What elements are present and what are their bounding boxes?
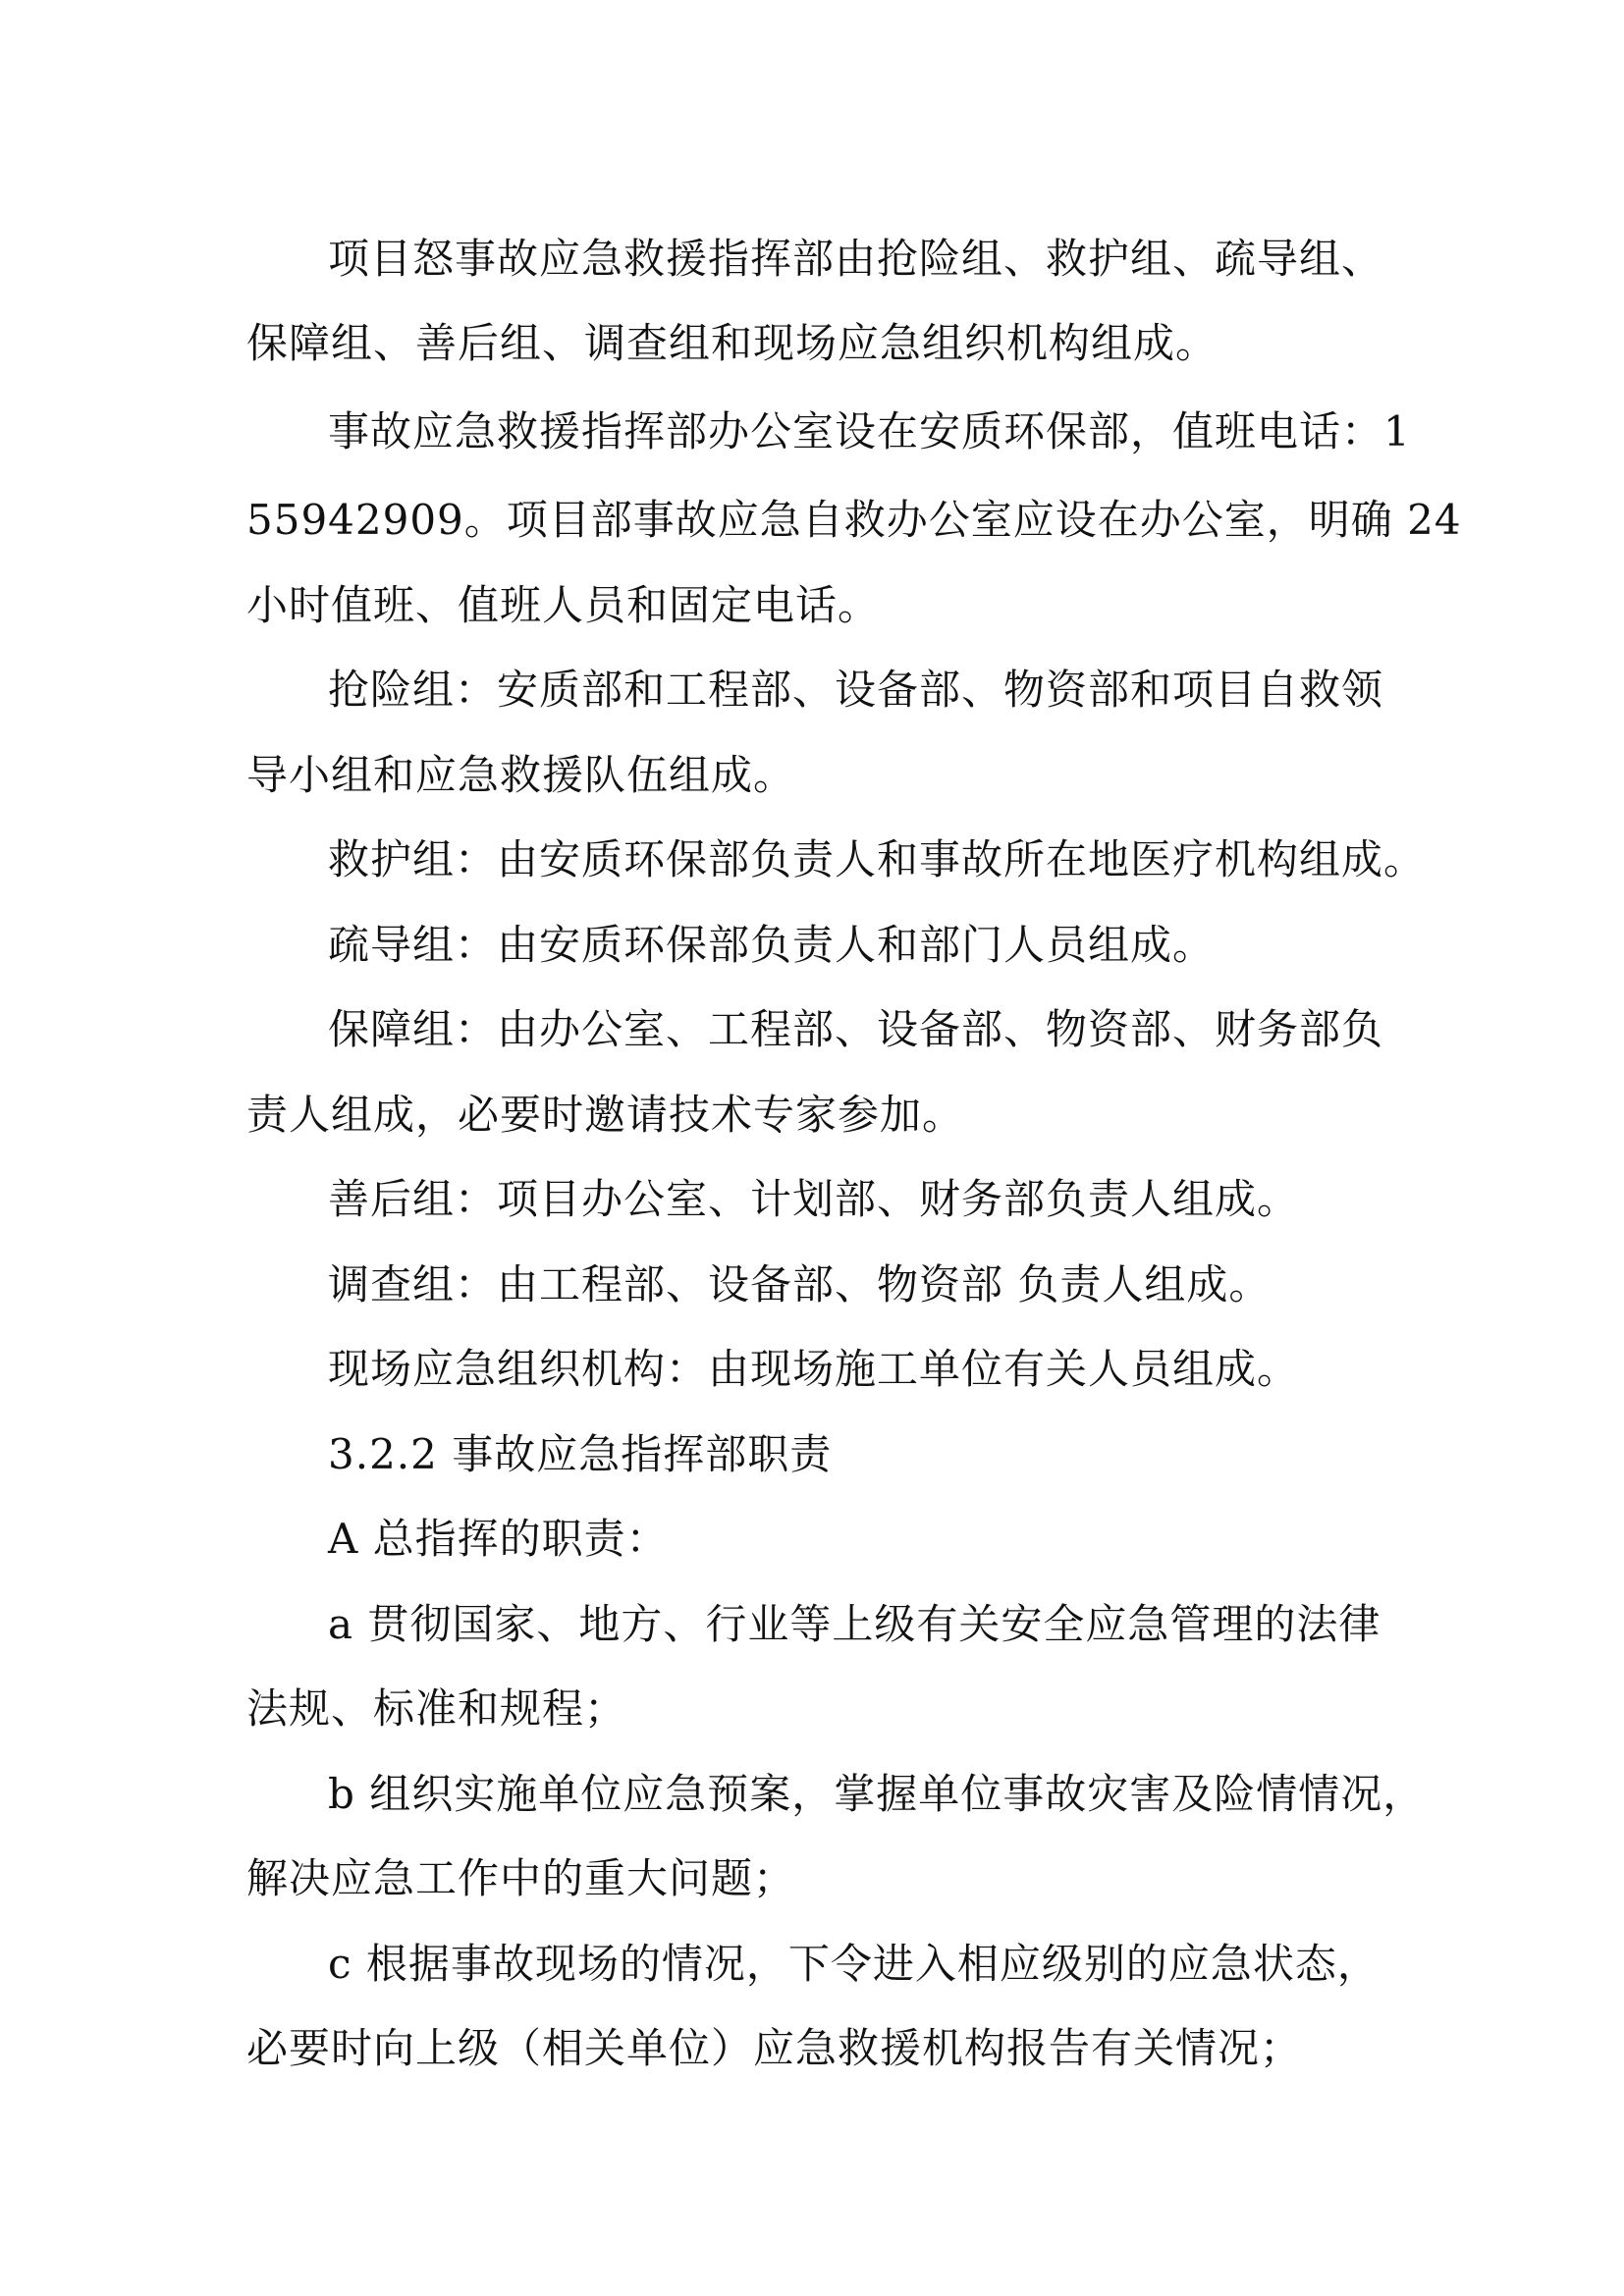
paragraph-line: b 组织实施单位应急预案，掌握单位事故灾害及险情情况， bbox=[328, 1770, 1426, 1818]
paragraph-line: 项目怒事故应急救援指挥部由抢险组、救护组、疏导组、 bbox=[328, 235, 1384, 283]
paragraph-line: 保障组、善后组、调查组和现场应急组织机构组成。 bbox=[246, 319, 1218, 367]
paragraph-line: a 贯彻国家、地方、行业等上级有关安全应急管理的法律 bbox=[328, 1600, 1381, 1648]
section-heading: 3.2.2 事故应急指挥部职责 bbox=[328, 1430, 833, 1478]
paragraph-line: 善后组：项目办公室、计划部、财务部负责人组成。 bbox=[328, 1175, 1300, 1223]
paragraph-line: 调查组：由工程部、设备部、物资部 负责人组成。 bbox=[328, 1260, 1272, 1308]
paragraph-line: 解决应急工作中的重大问题； bbox=[246, 1854, 796, 1902]
paragraph-line: 导小组和应急救援队伍组成。 bbox=[246, 751, 796, 799]
paragraph-line: 现场应急组织机构：由现场施工单位有关人员组成。 bbox=[328, 1345, 1300, 1393]
paragraph-line: 保障组：由办公室、工程部、设备部、物资部、财务部负 bbox=[328, 1005, 1384, 1053]
paragraph-line: 疏导组：由安质环保部负责人和部门人员组成。 bbox=[328, 921, 1216, 969]
paragraph-line: 法规、标准和规程； bbox=[246, 1684, 627, 1733]
paragraph-line: 抢险组：安质部和工程部、设备部、物资部和项目自救领 bbox=[328, 666, 1384, 714]
paragraph-line: 小时值班、值班人员和固定电话。 bbox=[246, 581, 881, 629]
paragraph-line: 55942909。项目部事故应急自救办公室应设在办公室，明确 24 bbox=[246, 496, 1462, 544]
paragraph-line: c 根据事故现场的情况，下令进入相应级别的应急状态， bbox=[328, 1940, 1380, 1988]
paragraph-line: 责人组成，必要时邀请技术专家参加。 bbox=[246, 1091, 965, 1139]
paragraph-line: 事故应急救援指挥部办公室设在安质环保部，值班电话：1 bbox=[328, 407, 1411, 455]
paragraph-line: 必要时向上级（相关单位）应急救援机构报告有关情况； bbox=[246, 2024, 1303, 2072]
subsection-heading: A 总指挥的职责： bbox=[328, 1515, 669, 1563]
paragraph-line: 救护组：由安质环保部负责人和事故所在地医疗机构组成。 bbox=[328, 835, 1427, 883]
